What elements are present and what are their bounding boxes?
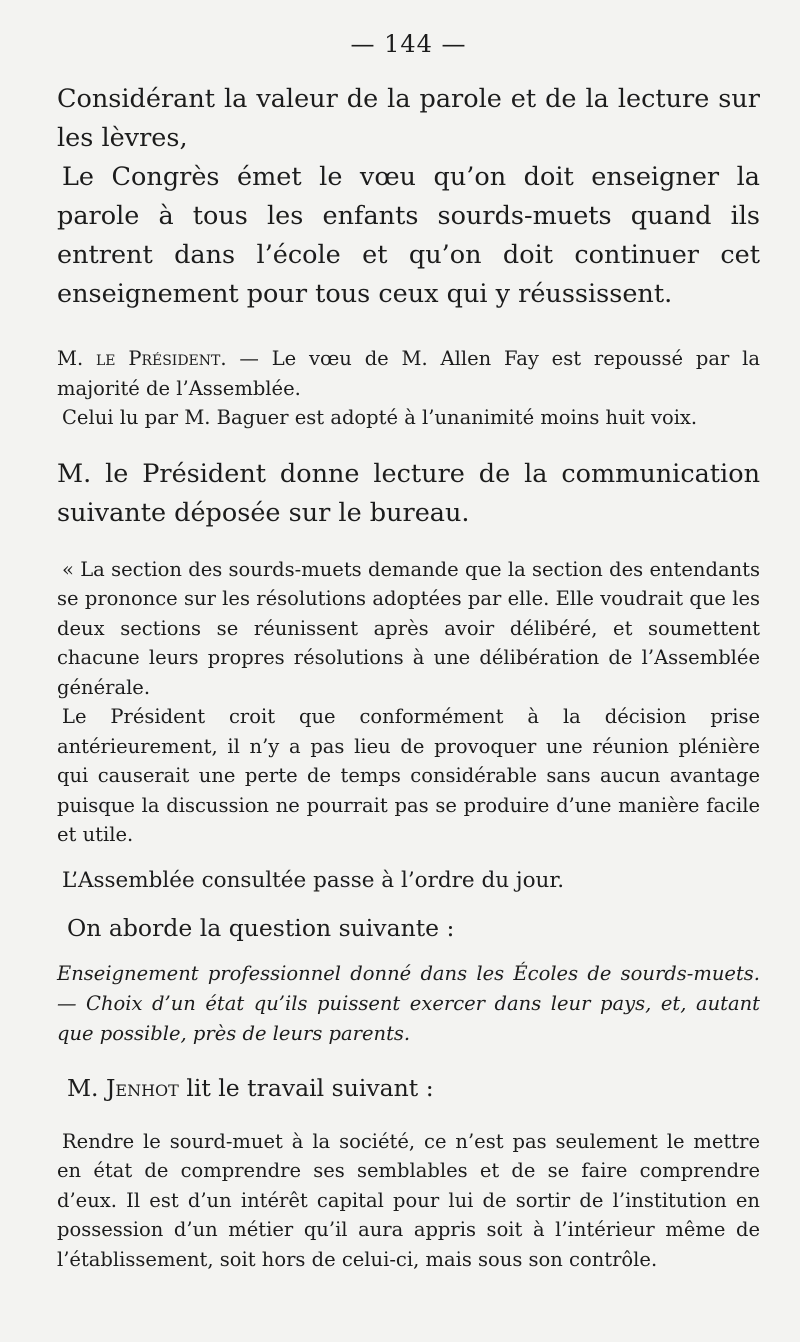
- speaker-label: M. le Président.: [57, 347, 227, 370]
- paragraph-considering: Considérant la valeur de la parole et de la lecture sur les lèvres,: [57, 84, 760, 153]
- paragraph-assembly-order: L’Assemblée consultée passe à l’ordre du jour.: [62, 867, 565, 893]
- page-number: — 144 —: [350, 30, 467, 58]
- speaker-name: M. Jenhot: [67, 1073, 179, 1102]
- paragraph-question-topic: Enseignement professionnel donné dans les Écoles de sourds-muets. — Choix d’un état qu’ils puissent exercer dans leur pays, et, autant que possible, près de leurs parents.: [57, 961, 760, 1045]
- paragraph-section-request: « La section des sourds-muets demande que la section des entendants se prononce sur les résolutions adoptées par elle. Elle voudrait que les deux sections se réunissent après avoir délibéré, et soumettent chacune leurs propres résolutions à une délibération de l’Assemblée générale.: [57, 557, 760, 699]
- paragraph-congress-wish: Le Congrès émet le vœu qu’on doit enseigner la parole à tous les enfants sourds-muets quand ils entrent dans l’école et qu’on doit continuer cet enseignement pour tous ceux qui y réussissent.: [57, 162, 760, 309]
- paragraph-adopted: Celui lu par M. Baguer est adopté à l’unanimité moins huit voix.: [62, 406, 698, 429]
- paragraph-work-text: Rendre le sourd-muet à la société, ce n’est pas seulement le mettre en état de comprendre ses semblables et de se faire comprendre d’eux. Il est d’un intérêt capital pour lui de sortir de l’institution en possession d’un métier qu’il aura appris soit à l’intérieur même de l’établissement, soit hors de celui-ci, mais sous son contrôle.: [57, 1129, 760, 1271]
- paragraph-text: — Le vœu de M. Allen Fay est repoussé par la majorité de l’Assemblée.: [57, 347, 761, 400]
- paragraph-president-reading: M. le Président donne lecture de la communication suivante déposée sur le bureau.: [57, 458, 760, 528]
- paragraph-jenhot-reads: [67, 1071, 760, 1105]
- paragraph-president-vote: [57, 344, 760, 403]
- paragraph-president-opinion: Le Président croit que conformément à la décision prise antérieurement, il n’y a pas lieu de provoquer une réunion plénière qui causerait une perte de temps considérable sans aucun avantage puisque la discussion ne pourrait pas se produire d’une manière facile et utile.: [57, 705, 760, 846]
- paragraph-next-question: On aborde la question suivante :: [67, 913, 455, 942]
- paragraph-text: lit le travail suivant :: [178, 1073, 434, 1102]
